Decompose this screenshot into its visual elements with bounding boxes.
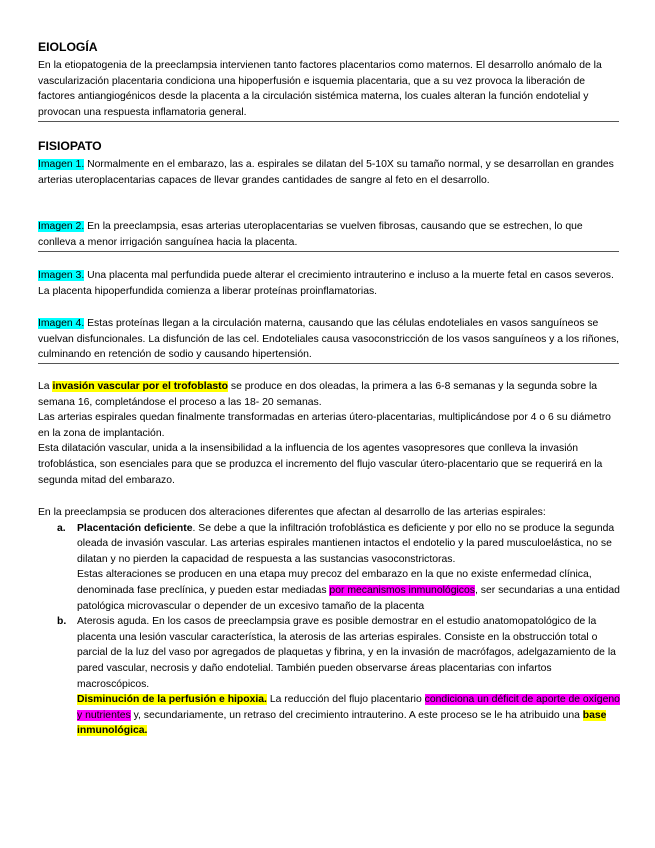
invasion-section (38, 379, 620, 488)
image-1-paragraph (38, 157, 620, 188)
list-marker-a: a. (57, 522, 66, 534)
image-4-text: Estas proteínas llegan a la circulación materna, causando que las células endoteliales en vasos sanguíneos se vuelvan disfuncionales. La disfunción de las cel. Endoteliales causa vasoconstricción de los vasos sanguíneos y a los riñones, culminando en retención de sodio y causando hipertensión. (38, 318, 620, 361)
fisiopato-section (38, 139, 620, 188)
image-4-label: Imagen 4. (38, 318, 85, 329)
alteraciones-intro: En la preeclampsia se producen dos alteraciones diferentes que afectan al desarrollo de las arterias espirales: (38, 507, 546, 518)
list-item-b: b. Aterosis aguda. En los casos de preeclampsia grave es posible demostrar en el estudio anatomopatológico de la placenta una lesión vascular característica, la aterosis de las arterias espirales. Consiste en la obstrucción total o parcial de la luz del vaso por agregados de plaquetas y fibrina, y en la invasión de macrófagos, adelgazamiento de la pared vascular, necrosis y daño endotelial. También pueden observarse áreas placentarias con infartos macroscópicos. Disminución de la perfusión e hipoxia. La reducción del flujo placentario condiciona un déficit de aporte de oxígeno y nutrientes y, secundariamente, un retraso del crecimiento intrauterino. A este proceso se le ha atribuido una base inmunológica. (57, 616, 620, 737)
invasion-highlight: invasión vascular por el trofoblasto (52, 381, 228, 392)
list-item-a: a. Placentación deficiente. Se debe a que la infiltración trofoblástica es deficiente y por ello no se produce la segunda oleada de invasión vascular. Las arterias espirales mantienen intactos el endotelio y la pared musculoelástica, no se dilatan y no pierden la capacidad de respuesta a las sustancias vasoconstrictoras. Estas alteraciones se producen en una etapa muy precoz del embarazo en la que no existe enfermedad clínica, denominada fase preclínica, y pueden estar mediadas por mecanismos inmunológicos, ser secundarias a una entidad patológica microvascular o depender de un excesivo tamaño de la placenta (57, 522, 620, 612)
image-2-section (38, 219, 620, 250)
etiologia-heading: EIOLOGÍA (38, 40, 98, 54)
image-1-text: Normalmente en el embarazo, las a. espirales se dilatan del 5-10X su tamaño normal, y se desarrollan en grandes arterias uteroplacentarias capaces de llevar grandes cantidades de sangre al feto en el desarrollo. (38, 159, 614, 186)
placentacion-title: Placentación deficiente (77, 522, 193, 534)
image-3-section (38, 268, 620, 299)
alteraciones-section (38, 505, 620, 739)
invasion-paragraph: La invasión vascular por el trofoblasto se produce en dos oleadas, la primera a las 6-8 semanas y la segunda sobre la semana 16, completándose el proceso a las 18- 20 semanas. (38, 381, 598, 408)
image-1-label: Imagen 1. (38, 159, 85, 170)
etiologia-section (38, 40, 620, 120)
image-3-label: Imagen 3. (38, 270, 85, 281)
divider (38, 363, 619, 364)
image-2-paragraph (38, 219, 620, 250)
deficit-highlight: condiciona un déficit de aporte de oxígeno y nutrientes (77, 694, 620, 721)
image-3-paragraph (38, 268, 620, 299)
image-3-text: Una placenta mal perfundida puede alterar el crecimiento intrauterino e incluso a la muerte fetal en casos severos. La placenta hipoperfundida comienza a liberar proteínas proinflamatorias. (38, 270, 614, 297)
base-inmunologica-highlight: base inmunológica. (77, 709, 607, 737)
image-4-paragraph (38, 316, 620, 363)
etiologia-paragraph: En la etiopatogenia de la preeclampsia intervienen tanto factores placentarios como maternos. El desarrollo anómalo de la vascularización placentaria condiciona una hipoperfusión e isquemia placentaria, que a su vez provoca la liberación de factores antiangiogénicos desde la placenta a la circulación sistémica materna, los cuales alteran la función endotelial y provocan una respuesta inflamatoria general. (38, 60, 602, 118)
divider (38, 121, 619, 122)
mecanismos-highlight: por mecanismos inmunológicos (329, 584, 475, 596)
image-2-label: Imagen 2. (38, 221, 85, 232)
dilatacion-paragraph: Esta dilatación vascular, unida a la insensibilidad a la influencia de los agentes vasopresores que conlleva la invasión trofoblástica, son esenciales para que se produzca el incremento del flujo vascular útero-placentario que se requerirá en la segunda mitad del embarazo. (38, 443, 603, 486)
alteraciones-list (38, 521, 620, 739)
arterias-paragraph: Las arterias espirales quedan finalmente transformadas en arterias útero-placentarias, multiplicándose por 4 o 6 su diámetro en la zona de implantación. (38, 412, 611, 439)
divider (38, 251, 619, 252)
fisiopato-heading: FISIOPATO (38, 139, 102, 153)
perfusion-highlight: Disminución de la perfusión e hipoxia. (77, 694, 267, 706)
image-2-text: En la preeclampsia, esas arterias uteroplacentarias se vuelven fibrosas, causando que se estrechen, lo que conlleva a menor irrigación sanguínea hacia la placenta. (38, 221, 583, 248)
list-marker-b: b. (57, 616, 67, 628)
image-4-section (38, 316, 620, 363)
